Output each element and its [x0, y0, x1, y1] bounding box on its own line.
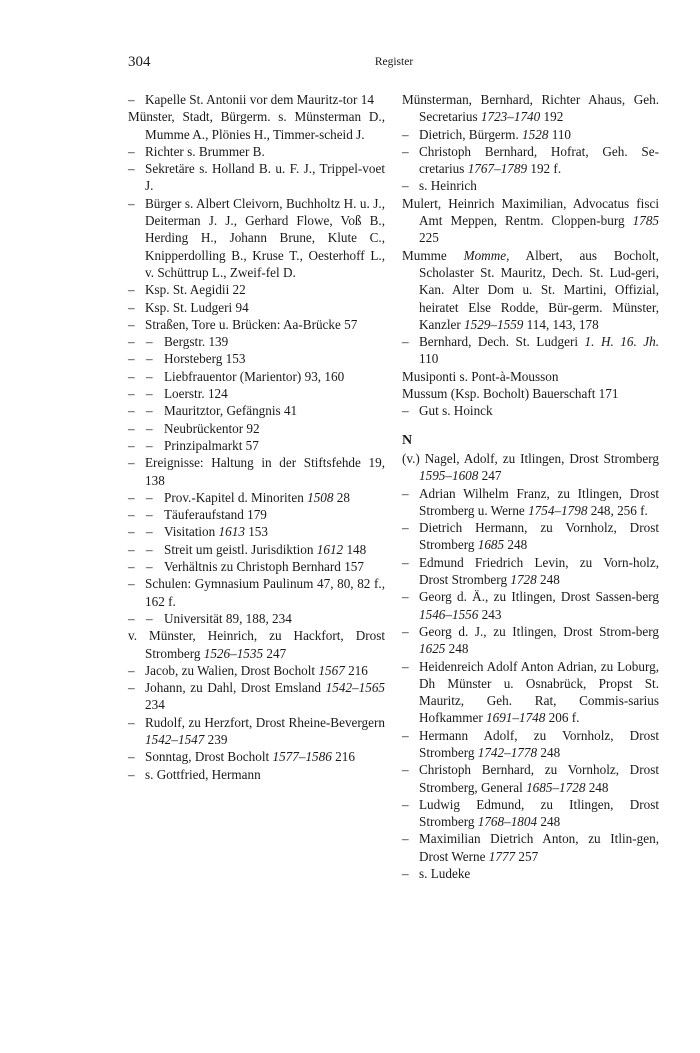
index-entry [402, 588, 659, 623]
entry-date: 1542–1565 [325, 680, 385, 696]
index-entry [128, 281, 385, 298]
entry-date: 1728 [510, 572, 537, 588]
index-entry [402, 333, 659, 368]
entry-text: Jacob, zu Walien, Drost Bocholt [145, 662, 319, 678]
entry-text: Sonntag, Drost Bocholt [145, 749, 273, 765]
entry-text: Mussum (Ksp. Bocholt) Bauerschaft 171 [402, 386, 619, 402]
entry-text: Ksp. St. Aegidii 22 [145, 282, 246, 298]
entry-text: 243 [478, 606, 502, 622]
entry-text: Georg d. Ä., zu Itlingen, Drost Sassen-berg [419, 589, 659, 605]
entry-text: Mulert, Heinrich Maximilian, Advocatus fisci Amt Meppen, Rentm. Cloppen-burg [402, 195, 659, 229]
entry-dash: – [128, 507, 135, 523]
entry-dash: – [128, 351, 135, 367]
entry-text: Edmund Friedrich Levin, zu Vorn-holz, Drost Stromberg [419, 554, 659, 588]
entry-text: 239 [204, 731, 228, 747]
entry-date: 1685 [477, 537, 505, 553]
index-entry [402, 450, 659, 485]
index-entry [128, 143, 385, 160]
entry-dash: – [402, 589, 409, 605]
entry-dash: – [402, 334, 409, 350]
entry-text: Ereignisse: Haltung in der Stiftsfehde 19, 138 [145, 455, 385, 488]
entry-text: Christoph Bernhard, Hofrat, Geh. Se-cretarius [419, 143, 659, 177]
index-entry [128, 662, 385, 679]
entry-text: Ludwig Edmund, zu Itlingen, Drost Stromberg [419, 796, 659, 830]
entry-dash: – [128, 541, 135, 557]
index-entry [402, 402, 659, 419]
index-entry [128, 714, 385, 749]
index-entry [128, 368, 385, 385]
index-entry [128, 523, 385, 540]
entry-text: 247 [478, 468, 502, 484]
entry-date: 1542–1547 [145, 731, 205, 747]
index-entry [128, 299, 385, 316]
index-entry [402, 519, 659, 554]
entry-text: Universität 89, 188, 234 [164, 610, 292, 626]
entry-text: 114, 143, 178 [523, 316, 599, 332]
entry-text: Visitation [164, 524, 219, 540]
index-entry [128, 454, 385, 489]
entry-text: Münster, Stadt, Bürgerm. s. Münsterman D., Mumme A., Plönies H., Timmer-scheid J. [128, 109, 385, 142]
entry-date: 1723–1740 [480, 109, 541, 125]
entry-dash: – [402, 403, 409, 419]
index-entry [128, 610, 385, 627]
entry-dash: – [146, 386, 153, 402]
entry-dash: – [146, 351, 153, 367]
entry-dash: – [146, 368, 153, 384]
entry-dash: – [128, 455, 135, 471]
entry-text: 247 [263, 645, 287, 661]
entry-date: 1612 [316, 541, 344, 557]
index-entry [128, 160, 385, 195]
index-entry [402, 761, 659, 796]
entry-text: Maximilian Dietrich Anton, zu Itlin-gen, Drost Werne [419, 831, 659, 864]
index-entry [128, 316, 385, 333]
entry-dash: – [402, 796, 409, 812]
entry-text: s. Gottfried, Hermann [145, 766, 261, 782]
entry-text: Prinzipalmarkt 57 [164, 437, 259, 453]
entry-text: Kapelle St. Antonii vor dem Mauritz-tor 14 [145, 92, 374, 107]
entry-dash: – [146, 420, 153, 436]
index-entry [128, 489, 385, 506]
entry-text: 248 [585, 779, 609, 795]
entry-dash: – [146, 507, 153, 523]
entry-dash: – [402, 623, 409, 639]
entry-dash: – [402, 762, 409, 778]
entry-dash: – [128, 282, 135, 298]
entry-dash: – [128, 680, 135, 696]
index-entry [402, 658, 659, 727]
index-entry [128, 195, 385, 281]
entry-dash: – [146, 334, 153, 350]
index-entry [402, 126, 659, 143]
index-entry [128, 541, 385, 558]
entry-dash: – [402, 143, 409, 159]
index-entry [128, 333, 385, 350]
entry-date: 1754–1798 [528, 502, 588, 518]
entry-text: Loerstr. 124 [164, 386, 228, 402]
index-entry [402, 727, 659, 762]
entry-text: Streit um geistl. Jurisdiktion [164, 541, 317, 557]
running-head: Register [374, 56, 414, 68]
entry-dash: – [128, 161, 135, 177]
entry-dash: – [146, 403, 153, 419]
index-entry [128, 402, 385, 419]
entry-dash: – [128, 299, 135, 315]
entry-text: Adrian Wilhelm Franz, zu Itlingen, Drost Stromberg u. Werne [419, 485, 659, 518]
entry-text: 248, 256 f. [587, 502, 648, 518]
entry-dash: – [402, 831, 409, 847]
entry-text: (v.) Nagel, Adolf, zu Itlingen, Drost Stromberg [402, 450, 659, 466]
entry-text: Münsterman, Bernhard, Richter Ahaus, Geh. Secretarius [402, 92, 659, 125]
entry-text: Täuferaufstand 179 [164, 507, 267, 523]
entry-text: 248 [445, 641, 469, 657]
section-heading: N [402, 432, 413, 448]
entry-text: 234 [145, 697, 165, 713]
index-entry [128, 108, 385, 143]
entry-date: 1595–1608 [419, 468, 479, 484]
index-entry [402, 368, 659, 385]
entry-dash: – [146, 437, 153, 453]
index-entry [402, 195, 659, 247]
entry-dash: – [128, 386, 135, 402]
entry-dash: – [128, 559, 135, 575]
entry-date: 1528 [522, 126, 549, 142]
entry-dash: – [128, 195, 135, 211]
entry-dash: – [128, 334, 135, 350]
index-entry [128, 558, 385, 575]
entry-text: Mauritztor, Gefängnis 41 [164, 403, 298, 419]
entry-date: 1613 [218, 524, 245, 540]
entry-dash: – [146, 489, 153, 505]
entry-text: Musiponti s. Pont-à-Mousson [402, 368, 559, 384]
entry-date: 1742–1778 [477, 744, 538, 760]
entry-text: 192 [540, 109, 564, 125]
entry-dash: – [128, 610, 135, 626]
entry-dash: – [128, 437, 135, 453]
entry-dash: – [128, 420, 135, 436]
entry-date: 1567 [318, 662, 345, 678]
entry-text: s. Ludeke [419, 866, 471, 882]
entry-text: 248 [537, 744, 561, 760]
entry-date: 1767–1789 [467, 161, 528, 177]
entry-dash: – [146, 524, 153, 540]
index-entry [128, 420, 385, 437]
entry-text: Georg d. J., zu Itlingen, Drost Strom-berg [419, 623, 659, 639]
entry-dash: – [128, 489, 135, 505]
entry-text: Ksp. St. Ludgeri 94 [145, 299, 249, 315]
index-entry [402, 554, 659, 589]
index-entry [402, 485, 659, 520]
entry-dash: – [128, 714, 135, 730]
index-entry [128, 575, 385, 610]
entry-text: Hermann Adolf, zu Vornholz, Drost Stromberg [419, 727, 659, 760]
entry-dash: – [402, 520, 409, 536]
entry-text: Heidenreich Adolf Anton Adrian, zu Loburg, Dh Münster u. Osnabrück, Propst St. Mauritz, Geh. Rat, Commis-sarius Hofkammer [419, 658, 659, 726]
entry-text: 110 [419, 351, 439, 367]
entry-text: 225 [419, 230, 439, 246]
entry-text: Mumme [402, 247, 464, 263]
index-entry [128, 627, 385, 662]
entry-text: Bürger s. Albert Cleivorn, Buchholtz H. u. J., Deiterman J. J., Gerhard Flowe, Voß B., Herding H., Johann Brune, Klute C., Knipperdolling B., Kruse T., Oesterhoff L., v. Schüttrup L., Zweif-fel D. [145, 195, 385, 280]
entry-dash: – [128, 316, 135, 332]
entry-text: Bergstr. 139 [164, 334, 229, 350]
entry-date: 1785 [632, 213, 659, 229]
entry-dash: – [402, 126, 409, 142]
entry-date: 1625 [419, 641, 446, 657]
entry-dash: – [402, 178, 409, 194]
index-entry [402, 91, 659, 126]
index-entry [402, 143, 659, 178]
index-entry [128, 91, 385, 108]
entry-text: Straßen, Tore u. Brücken: Aa-Brücke 57 [145, 316, 358, 332]
entry-text: 216 [344, 662, 368, 678]
entry-dash: – [128, 766, 135, 782]
index-entry [402, 796, 659, 831]
right-column [402, 91, 659, 882]
entry-text: Schulen: Gymnasium Paulinum 47, 80, 82 f., 162 f. [145, 576, 385, 609]
entry-date: 1. H. 16. Jh. [584, 334, 659, 350]
entry-text: Neubrückentor 92 [164, 420, 260, 436]
entry-date: 1685–1728 [526, 779, 586, 795]
entry-text: v. Münster, Heinrich, zu Hackfort, Drost Stromberg [128, 628, 385, 661]
entry-date: 1508 [307, 489, 334, 505]
entry-dash: – [128, 749, 135, 765]
entry-dash: – [128, 92, 135, 107]
entry-dash: – [128, 368, 135, 384]
entry-text: 206 f. [545, 710, 580, 726]
entry-text: Albert, aus Bocholt, Scholaster St. Mauritz, Dech. St. Lud-geri, Kan. Alter Dom u. St. Martini, Offizial, heiratet Else Rodde, Bür-germ. Münster, Kanzler [419, 247, 659, 332]
entry-text: Liebfrauentor (Marientor) 93, 160 [164, 368, 345, 384]
entry-dash: – [128, 143, 135, 159]
entry-text: Johann, zu Dahl, Drost Emsland [145, 680, 326, 696]
page-number: 304 [128, 54, 151, 70]
entry-text: Prov.-Kapitel d. Minoriten [164, 489, 308, 505]
entry-dash: – [128, 662, 135, 678]
entry-text: 257 [515, 848, 539, 864]
entry-text: 248 [536, 572, 560, 588]
entry-text: s. Heinrich [419, 178, 477, 194]
left-column [128, 91, 385, 783]
entry-text: Richter s. Brummer B. [145, 143, 265, 159]
entry-text: Dietrich, Bürgerm. [419, 126, 523, 142]
index-entry [128, 748, 385, 765]
index-entry [402, 177, 659, 194]
index-entry [402, 623, 659, 658]
entry-date: Momme, [463, 247, 510, 263]
entry-text: Rudolf, zu Herzfort, Drost Rheine-Bevergern [145, 714, 385, 730]
entry-text: 216 [331, 749, 355, 765]
index-entry [128, 385, 385, 402]
index-entry [128, 437, 385, 454]
entry-text: 28 [333, 489, 350, 505]
entry-dash: – [128, 403, 135, 419]
index-entry [402, 830, 659, 865]
entry-text: 248 [537, 814, 561, 830]
entry-dash: – [402, 554, 409, 570]
entry-dash: – [402, 658, 409, 674]
entry-dash: – [402, 727, 409, 743]
entry-dash: – [146, 559, 153, 575]
entry-date: 1768–1804 [477, 814, 538, 830]
entry-text: 248 [504, 537, 528, 553]
entry-text: Christoph Bernhard, zu Vornholz, Drost Stromberg, General [419, 762, 659, 795]
entry-text: 192 f. [527, 161, 562, 177]
entry-dash: – [128, 524, 135, 540]
entry-text: Gut s. Hoinck [419, 403, 493, 419]
entry-dash: – [146, 541, 153, 557]
entry-text: Verhältnis zu Christoph Bernhard 157 [164, 559, 364, 575]
entry-dash: – [146, 610, 153, 626]
index-entry [128, 766, 385, 783]
entry-text: Dietrich Hermann, zu Vornholz, Drost Stromberg [419, 520, 659, 553]
index-entry [128, 679, 385, 714]
entry-date: 1777 [488, 848, 516, 864]
entry-text: 148 [343, 541, 367, 557]
entry-text: 110 [548, 126, 572, 142]
index-entry [402, 385, 659, 402]
index-entry [402, 247, 659, 333]
entry-dash: – [402, 866, 409, 882]
entry-date: 1691–1748 [486, 710, 546, 726]
entry-text: Bernhard, Dech. St. Ludgeri [419, 334, 585, 350]
entry-date: 1529–1559 [464, 316, 524, 332]
index-entry [128, 350, 385, 367]
entry-text: 153 [244, 524, 268, 540]
entry-dash: – [402, 485, 409, 501]
entry-date: 1546–1556 [419, 606, 479, 622]
entry-date: 1526–1535 [203, 645, 264, 661]
entry-date: 1577–1586 [272, 749, 332, 765]
index-entry [402, 865, 659, 882]
entry-text: Horsteberg 153 [164, 351, 246, 367]
entry-text: Sekretäre s. Holland B. u. F. J., Trippel-voet J. [145, 161, 385, 194]
index-entry [128, 506, 385, 523]
entry-dash: – [128, 576, 135, 592]
